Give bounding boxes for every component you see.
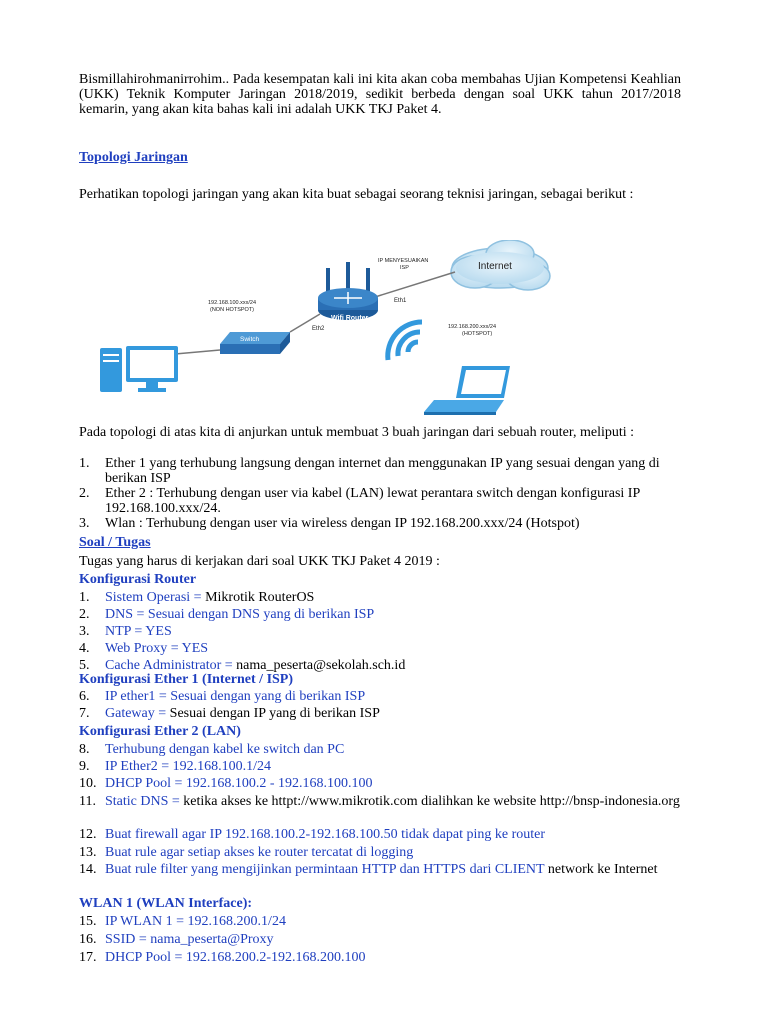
list-number: 6. [79, 689, 90, 704]
list-number: 8. [79, 742, 90, 757]
list-text: Wlan : Terhubung dengan user via wireless dengan IP 192.168.200.xxx/24 (Hotspot) [105, 516, 580, 531]
list-text: Ether 2 : Terhubung dengan user via kabel (LAN) lewat perantara switch dengan konfigurasi IP 192.168.100.xxx/24. [105, 486, 640, 516]
list-text [105, 607, 689, 622]
list-number: 15. [79, 914, 97, 929]
list-text [105, 706, 689, 721]
ether2-config-heading: Konfigurasi Ether 2 (LAN) [79, 724, 241, 739]
networks-intro: Pada topologi di atas kita di anjurkan untuk membuat 3 buah jaringan dari sebuah router, meliputi : [79, 425, 635, 440]
list-text-blue: DNS = Sesuai dengan DNS yang di berikan ISP [105, 607, 375, 622]
soal-text: Tugas yang harus di kerjakan dari soal UKK TKJ Paket 4 2019 : [79, 554, 440, 569]
wlan-config-heading: WLAN 1 (WLAN Interface): [79, 896, 253, 911]
list-text-black: nama_peserta@sekolah.sch.id [232, 658, 406, 673]
switch-icon [220, 332, 290, 354]
list-text-blue: Terhubung dengan kabel ke switch dan PC [105, 742, 345, 757]
list-number: 12. [79, 827, 97, 842]
list-number: 3. [79, 624, 90, 639]
list-text-blue: IP WLAN 1 = 192.168.200.1/24 [105, 914, 286, 929]
router-config-heading: Konfigurasi Router [79, 572, 197, 587]
list-text-black: Mikrotik RouterOS [201, 590, 315, 605]
list-text [105, 827, 689, 842]
list-text-blue: Buat rule filter yang mengijinkan permintaan HTTP dan HTTPS dari CLIENT [105, 862, 545, 877]
soal-heading[interactable] [79, 535, 681, 550]
list-number: 14. [79, 862, 97, 877]
eth2-label: Eth2 [312, 326, 325, 332]
list-text [105, 689, 689, 704]
list-text [105, 932, 689, 947]
laptop-icon [424, 366, 510, 415]
list-number: 9. [79, 759, 90, 774]
list-text-blue: IP Ether2 = 192.168.100.1/24 [105, 759, 272, 774]
desktop-pc-icon [100, 346, 178, 392]
list-text-blue: SSID = nama_peserta@Proxy [105, 932, 274, 947]
svg-text:ISP: ISP [400, 265, 409, 271]
list-number: 2. [79, 486, 90, 501]
list-text-blue: DHCP Pool = 192.168.100.2 - 192.168.100.100 [105, 776, 373, 791]
list-text [105, 641, 689, 656]
list-text-blue: NTP = YES [105, 624, 172, 639]
topologi-text: Perhatikan topologi jaringan yang akan kita buat sebagai seorang teknisi jaringan, sebagai berikut : [79, 187, 634, 202]
ip-isp-label: IP MENYESUAIKAN [378, 258, 429, 264]
hotspot-note-label: (HOTSPOT) [462, 331, 493, 337]
list-text [105, 759, 689, 774]
list-number: 10. [79, 776, 97, 791]
list-text [105, 862, 689, 877]
lan-ip-label: 192.168.100.xxx/24 [208, 300, 257, 306]
list-text [105, 590, 689, 605]
topologi-link[interactable]: Topologi Jaringan [79, 150, 188, 165]
list-number: 1. [79, 590, 90, 605]
list-text [105, 624, 689, 639]
list-text [105, 845, 689, 860]
lan-note-label: (NON HOTSPOT) [210, 307, 254, 313]
list-text [105, 950, 689, 965]
list-text [105, 742, 689, 757]
list-text-blue: Sistem Operasi = [105, 590, 202, 605]
list-text-blue: Buat firewall agar IP 192.168.100.2-192.168.100.50 tidak dapat ping ke router [105, 827, 545, 842]
wifi-router-icon [318, 262, 378, 322]
list-number: 2. [79, 607, 90, 622]
list-number: 13. [79, 845, 97, 860]
list-number: 11. [79, 794, 96, 809]
eth1-label: Eth1 [394, 298, 407, 304]
list-text-black: Sesuai dengan IP yang di berikan ISP [166, 706, 380, 721]
switch-label: Switch [240, 336, 260, 343]
topologi-heading[interactable] [79, 150, 681, 165]
internet-cloud-icon [451, 240, 550, 290]
list-number: 4. [79, 641, 90, 656]
list-text-blue: Web Proxy = YES [105, 641, 209, 656]
list-text [105, 914, 689, 929]
router-label: Wifi Router [331, 315, 369, 322]
intro-paragraph: Bismillahirohmanirrohim.. Pada kesempatan kali ini kita akan coba membahas Ujian Kompetensi Keahlian (UKK) Teknik Komputer Jaringan 2018/2019, sedikit berbeda dengan soal UKK tahun 2017/2018 kemarin, yang akan kita bahas kali ini adalah UKK TKJ Paket 4. [79, 72, 681, 117]
list-text-blue: Buat rule agar setiap akses ke router tercatat di logging [105, 845, 414, 860]
list-text-blue: IP ether1 = Sesuai dengan yang di berikan ISP [105, 689, 366, 704]
list-text-black: network ke Internet [544, 862, 658, 877]
list-number: 3. [79, 516, 90, 531]
list-text [105, 658, 689, 673]
list-text [105, 794, 689, 809]
list-text-blue: Static DNS = [105, 794, 180, 809]
list-text-blue: Cache Administrator = [105, 658, 233, 673]
list-number: 16. [79, 932, 97, 947]
wifi-signal-icon [388, 322, 422, 360]
list-number: 5. [79, 658, 90, 673]
list-text-black: ketika akses ke httpt://www.mikrotik.com dialihkan ke website http://bnsp-indonesia.org [179, 794, 680, 809]
list-text-blue: Gateway = [105, 706, 167, 721]
list-number: 7. [79, 706, 90, 721]
network-topology-diagram [90, 240, 560, 425]
hotspot-ip-label: 192.168.200.xxx/24 [448, 324, 497, 330]
list-number: 1. [79, 456, 90, 471]
soal-link[interactable]: Soal / Tugas [79, 535, 151, 550]
list-text: Ether 1 yang terhubung langsung dengan internet dan menggunakan IP yang sesuai dengan yang di berikan ISP [105, 456, 660, 486]
ether1-config-heading: Konfigurasi Ether 1 (Internet / ISP) [79, 672, 294, 687]
list-text-blue: DHCP Pool = 192.168.200.2-192.168.200.100 [105, 950, 366, 965]
list-number: 17. [79, 950, 97, 965]
list-text [105, 776, 689, 791]
internet-label: Internet [478, 261, 512, 272]
